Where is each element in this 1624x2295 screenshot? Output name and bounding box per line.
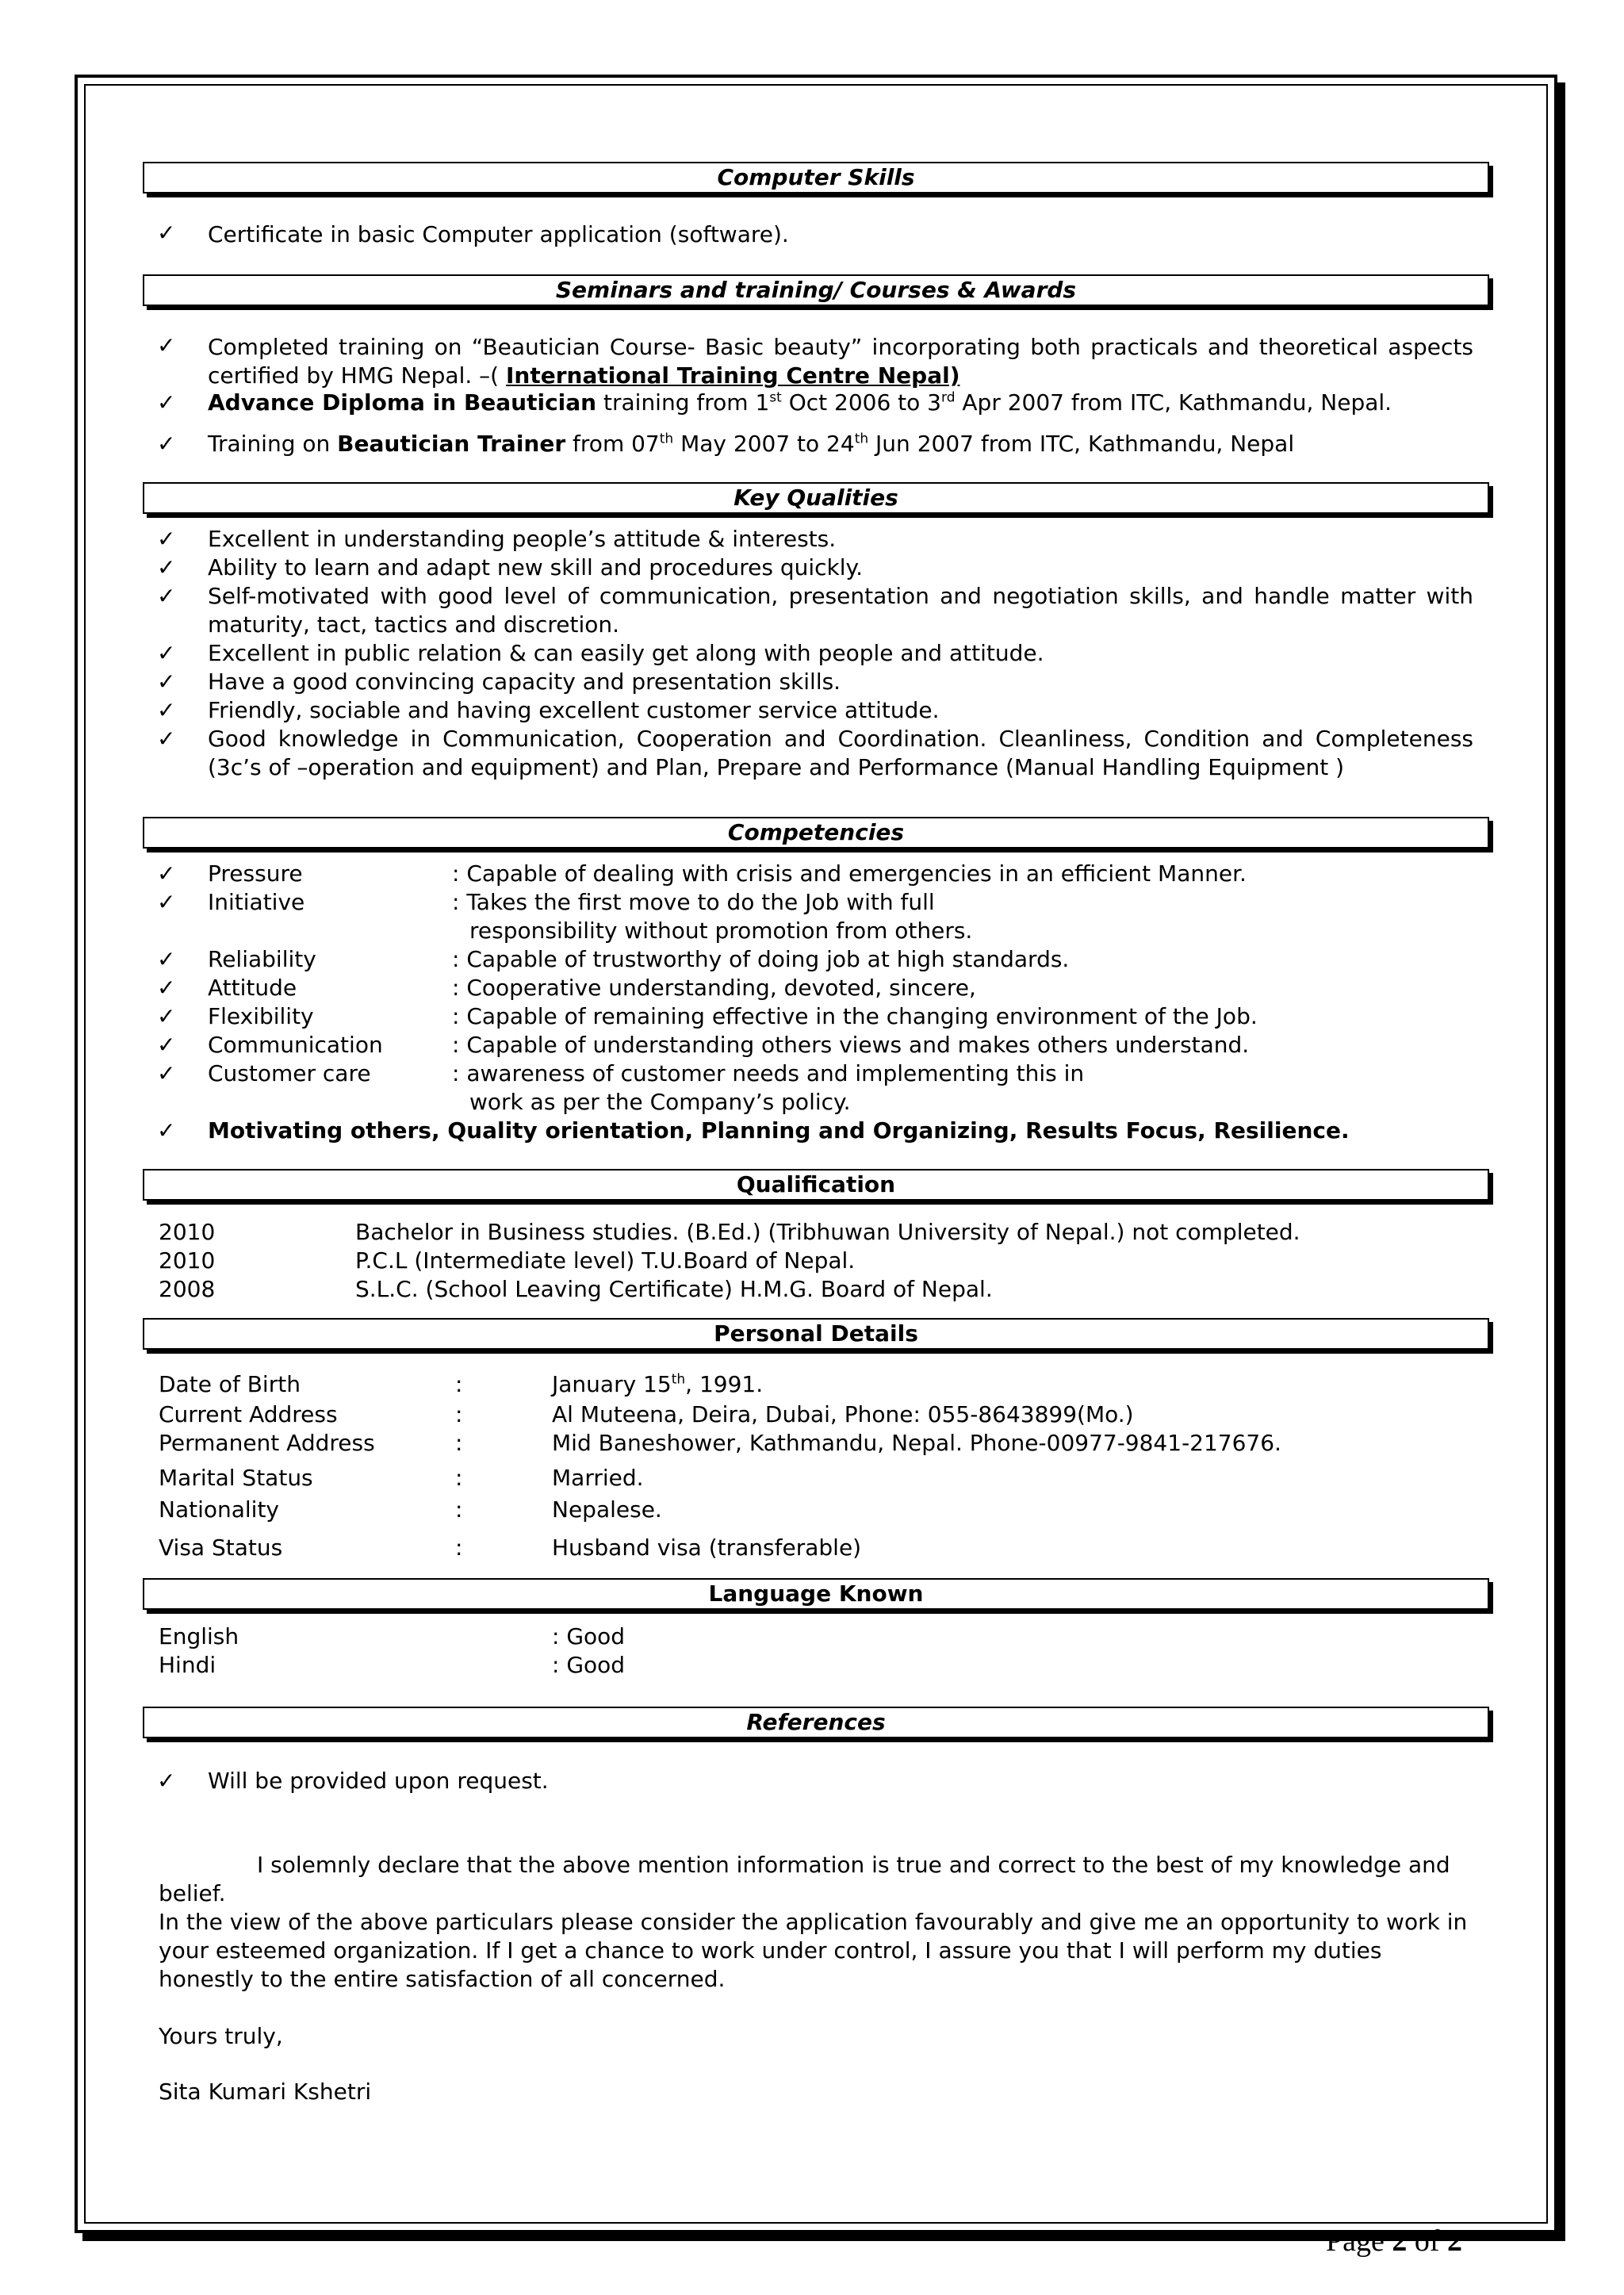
competency-label: Pressure xyxy=(208,860,303,887)
check-icon: ✓ xyxy=(157,526,176,552)
list-item: Have a good convincing capacity and presentation skills. xyxy=(208,669,841,695)
personal-colon: : xyxy=(455,1496,463,1523)
language-name: Hindi xyxy=(159,1652,216,1678)
competency-summary: Motivating others, Quality orientation, Planning and Organizing, Results Focus, Resilience. xyxy=(208,1117,1350,1144)
check-icon: ✓ xyxy=(157,946,176,972)
personal-colon: : xyxy=(455,1371,463,1397)
section-header-key-qualities: Key Qualities xyxy=(143,482,1489,514)
check-icon: ✓ xyxy=(157,332,176,358)
qualification-year: 2010 xyxy=(159,1247,216,1274)
section-header-personal-details: Personal Details xyxy=(143,1318,1489,1350)
list-item: Friendly, sociable and having excellent customer service attitude. xyxy=(208,697,940,723)
check-icon: ✓ xyxy=(157,1117,176,1144)
personal-colon: : xyxy=(455,1430,463,1456)
check-icon: ✓ xyxy=(157,1768,176,1794)
check-icon: ✓ xyxy=(157,1060,176,1086)
competency-label: Communication xyxy=(208,1032,383,1058)
list-item: Excellent in understanding people’s attitude & interests. xyxy=(208,526,837,552)
personal-value: January 15th, 1991. xyxy=(552,1371,764,1397)
section-header-competencies: Competencies xyxy=(143,817,1489,849)
personal-label: Marital Status xyxy=(159,1465,313,1491)
check-icon: ✓ xyxy=(157,431,176,457)
check-icon: ✓ xyxy=(157,669,176,695)
competency-desc-cont: work as per the Company’s policy. xyxy=(469,1089,851,1115)
competency-desc: : Capable of dealing with crisis and emergencies in an efficient Manner. xyxy=(452,860,1247,887)
list-item: Will be provided upon request. xyxy=(208,1768,549,1794)
list-item: Good knowledge in Communication, Cooperation and Coordination. Cleanliness, Condition and Completeness (3c’s of –operation and equipment) and Plan, Prepare and Performance (Manual Handling Equipment ) xyxy=(208,726,1473,780)
list-item: Training on Beautician Trainer from 07th May 2007 to 24th Jun 2007 from ITC, Kathmandu, Nepal xyxy=(208,431,1295,457)
list-item: Completed training on “Beautician Course- Basic beauty” incorporating both practicals and theoretical aspects certified by HMG Nepal. –( International Training Centre Nepal) xyxy=(208,334,1473,389)
check-icon: ✓ xyxy=(157,1003,176,1029)
section-header-languages: Language Known xyxy=(143,1578,1489,1610)
check-icon: ✓ xyxy=(157,389,176,416)
personal-value: Al Muteena, Deira, Dubai, Phone: 055-8643899(Mo.) xyxy=(552,1401,1134,1427)
competency-desc: : Capable of understanding others views and makes others understand. xyxy=(452,1032,1250,1058)
list-item: Certificate in basic Computer application (software). xyxy=(208,221,789,247)
language-level: : Good xyxy=(552,1652,626,1678)
qualification-year: 2008 xyxy=(159,1276,216,1302)
qualification-desc: P.C.L (Intermediate level) T.U.Board of Nepal. xyxy=(355,1247,856,1274)
competency-desc-cont: responsibility without promotion from others. xyxy=(469,918,973,944)
competency-label: Customer care xyxy=(208,1060,371,1086)
language-name: English xyxy=(159,1623,239,1649)
list-item: Self-motivated with good level of communication, presentation and negotiation skills, and handle matter with maturity, tact, tactics and discretion. xyxy=(208,583,1473,638)
qualification-desc: S.L.C. (School Leaving Certificate) H.M.G. Board of Nepal. xyxy=(355,1276,993,1302)
language-level: : Good xyxy=(552,1623,626,1649)
section-header-computer-skills: Computer Skills xyxy=(143,162,1489,193)
personal-value: Mid Baneshower, Kathmandu, Nepal. Phone-00977-9841-217676. xyxy=(552,1430,1281,1456)
closing: Yours truly, xyxy=(159,2023,283,2049)
list-item: Ability to learn and adapt new skill and procedures quickly. xyxy=(208,554,863,580)
check-icon: ✓ xyxy=(157,975,176,1001)
check-icon: ✓ xyxy=(157,697,176,723)
personal-colon: : xyxy=(455,1534,463,1561)
page-number: Page 2 of 2 xyxy=(1326,2224,1463,2258)
personal-label: Date of Birth xyxy=(159,1371,301,1397)
personal-value: Nepalese. xyxy=(552,1496,662,1523)
check-icon: ✓ xyxy=(157,860,176,887)
qualification-desc: Bachelor in Business studies. (B.Ed.) (Tribhuwan University of Nepal.) not completed. xyxy=(355,1219,1300,1245)
check-icon: ✓ xyxy=(157,1032,176,1058)
competency-desc: : Capable of trustworthy of doing job at high standards. xyxy=(452,946,1070,972)
signature-name: Sita Kumari Kshetri xyxy=(159,2079,372,2105)
competency-label: Initiative xyxy=(208,889,305,915)
section-header-qualification: Qualification xyxy=(143,1169,1489,1201)
personal-colon: : xyxy=(455,1465,463,1491)
competency-desc: : awareness of customer needs and implementing this in xyxy=(452,1060,1085,1086)
check-icon: ✓ xyxy=(157,726,176,752)
declaration-paragraph: I solemnly declare that the above mention information is true and correct to the best of my knowledge and belief. xyxy=(159,1852,1450,1906)
competency-label: Attitude xyxy=(208,975,297,1001)
competency-desc: : Capable of remaining effective in the changing environment of the Job. xyxy=(452,1003,1258,1029)
personal-label: Visa Status xyxy=(159,1534,283,1561)
personal-label: Permanent Address xyxy=(159,1430,375,1456)
personal-value: Husband visa (transferable) xyxy=(552,1534,862,1561)
check-icon: ✓ xyxy=(157,220,176,246)
check-icon: ✓ xyxy=(157,640,176,666)
competency-label: Flexibility xyxy=(208,1003,314,1029)
check-icon: ✓ xyxy=(157,889,176,915)
personal-value: Married. xyxy=(552,1465,644,1491)
qualification-year: 2010 xyxy=(159,1219,216,1245)
competency-desc: : Takes the first move to do the Job with full xyxy=(452,889,935,915)
check-icon: ✓ xyxy=(157,583,176,609)
list-item: Advance Diploma in Beautician training from 1st Oct 2006 to 3rd Apr 2007 from ITC, Kathmandu, Nepal. xyxy=(208,389,1392,416)
section-header-references: References xyxy=(143,1707,1489,1738)
check-icon: ✓ xyxy=(157,554,176,580)
personal-label: Current Address xyxy=(159,1401,338,1427)
competency-desc: : Cooperative understanding, devoted, sincere, xyxy=(452,975,976,1001)
itc-link-text: International Training Centre Nepal) xyxy=(506,362,960,389)
personal-colon: : xyxy=(455,1401,463,1427)
request-paragraph: In the view of the above particulars please consider the application favourably and give me an opportunity to work in your esteemed organization. If I get a chance to work under control, I assure you that I will perform my duties honestly to the entire satisfaction of all concerned. xyxy=(159,1909,1468,1992)
list-item: Excellent in public relation & can easily get along with people and attitude. xyxy=(208,640,1044,666)
section-header-seminars: Seminars and training/ Courses & Awards xyxy=(143,274,1489,306)
personal-label: Nationality xyxy=(159,1496,280,1523)
competency-label: Reliability xyxy=(208,946,316,972)
